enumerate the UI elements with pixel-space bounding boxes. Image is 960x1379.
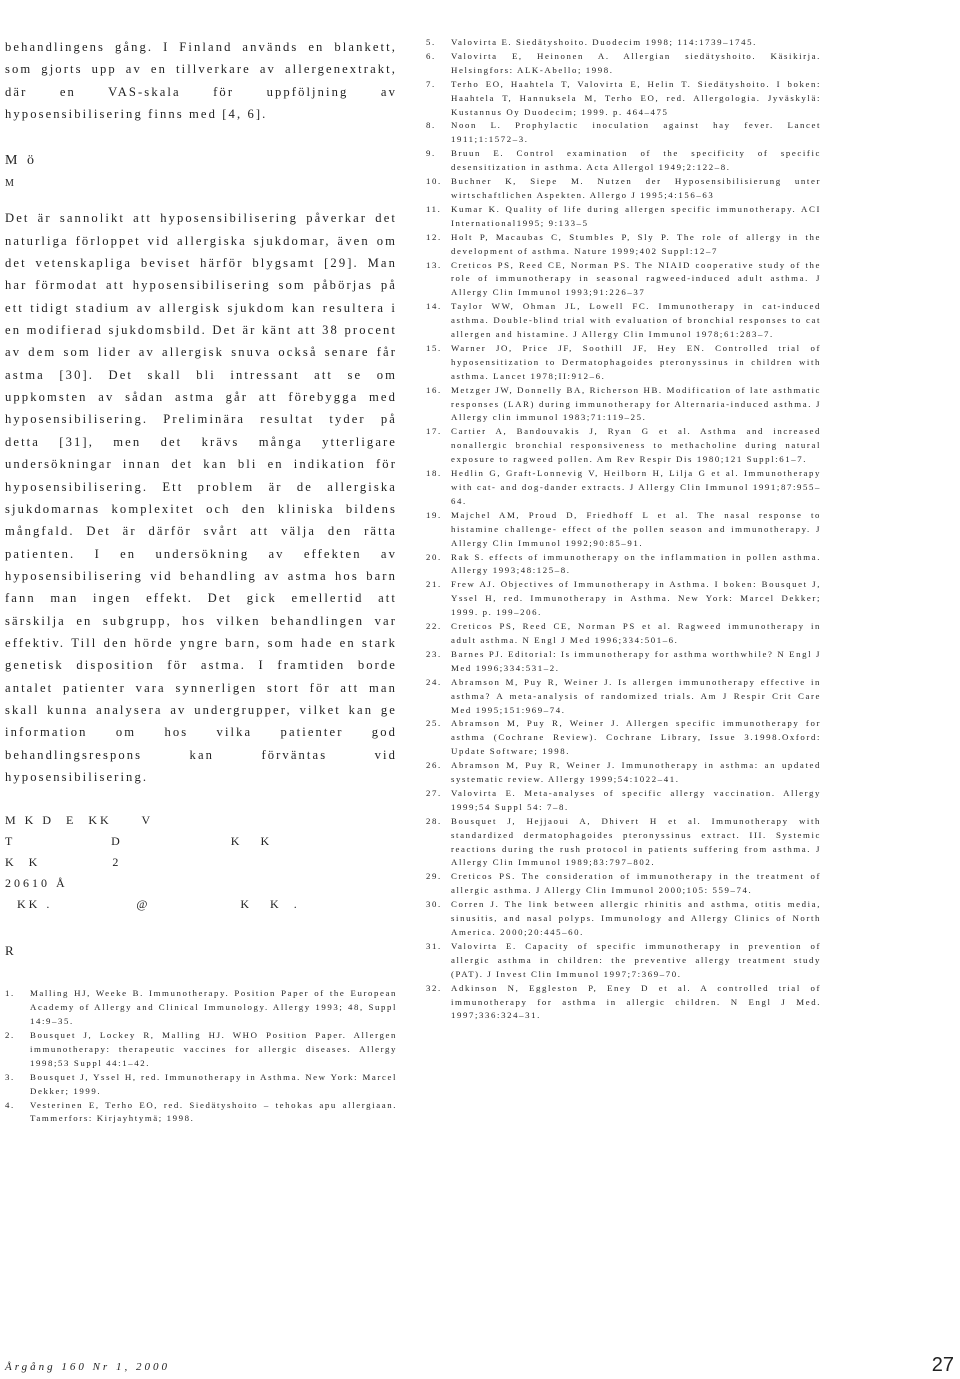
reference-item	[426, 551, 821, 579]
reference-number: 21.	[426, 579, 442, 590]
reference-number: 4.	[5, 1099, 15, 1110]
author-email-line: KK . @ K K .	[5, 897, 300, 912]
reference-text: Rak S. effects of immunotherapy on the inflammation in pollen asthma. Allergy 1993;48:125–8.	[451, 551, 821, 576]
reference-item	[426, 259, 821, 301]
reference-text: Majchel AM, Proud D, Friedhoff L et al. The nasal response to histamine challenge- effect of the pollen season and immunotherapy. J Allergy Clin Immunol 1992;90:85–91.	[451, 509, 821, 548]
reference-text: Abramson M, Puy R, Weiner J. Immunotherapy in asthma: an updated systematic review. Allergy 1999;54:1022–41.	[451, 760, 821, 785]
reference-text: Hedlin G, Graft-Lonnevig V, Heilborn H, Lilja G et al. Immunotherapy with cat- and dog-dander extracts. J Allergy Clin Immunol 1991;87:955–64.	[451, 468, 821, 506]
reference-text: Corren J. The link between allergic rhinitis and asthma, otitis media, sinusitis, and nasal polyps. Immunology and Allergy Clinics of North America. 2000;20:445–60.	[451, 899, 821, 937]
reference-text: Kumar K. Quality of life during allergen specific immunotherapy. ACI International1995; 9:133–5	[451, 203, 821, 228]
reference-item	[426, 203, 821, 231]
reference-number: 29.	[426, 871, 442, 882]
reference-number: 3.	[5, 1071, 15, 1082]
reference-text: Bousquet J, Lockey R, Malling HJ. WHO Position Paper. Allergen immunotherapy: therapeutic vaccines for allergic diseases. Allergy 1998;53 Suppl 44:1–42.	[30, 1030, 397, 1068]
reference-number: 22.	[426, 621, 442, 632]
reference-number: 27.	[426, 787, 442, 798]
reference-item	[5, 1029, 397, 1071]
reference-text: Taylor WW, Ohman JL, Lowell FC. Immunotherapy in cat-induced asthma. Double-blind trial with evaluation of bronchial responses to cat allergen and histamine. J Allergy Clin Immunol 1978;61:283–7.	[451, 301, 821, 340]
right-column	[426, 36, 821, 1023]
reference-text: Holt P, Macaubas C, Stumbles P, Sly P. The role of allergy in the development of asthma. Nature 1999;402 Suppl:12–7	[451, 231, 821, 256]
reference-item	[426, 384, 821, 426]
reference-number: 32.	[426, 982, 442, 993]
author-line: T D K K	[5, 834, 273, 849]
reference-item	[426, 898, 821, 940]
reference-text: Vesterinen E, Terho EO, red. Siedätyshoito – tehokas apu allergiaan. Tammerfors: Kirjayhtymä; 1998.	[30, 1099, 397, 1124]
reference-item	[426, 425, 821, 467]
reference-text: Valovirta E. Meta-analyses of specific allergy vaccination. Allergy 1999;54 Suppl 54: 7–8.	[451, 787, 821, 812]
author-line: M K D E KK V	[5, 813, 154, 828]
reference-number: 2.	[5, 1030, 15, 1041]
reference-text: Frew AJ. Objectives of Immunotherapy in Asthma. I boken: Bousquet J, Yssel H, red. Immunotherapy in Asthma. New York: Marcel Dekker; 1999. p. 199–206.	[451, 579, 821, 618]
reference-number: 18.	[426, 468, 442, 479]
reference-text: Creticos PS, Reed CE, Norman PS et al. Ragweed immunotherapy in adult asthma. N Engl J Med 1996;334:501–6.	[451, 621, 821, 645]
reference-item	[426, 676, 821, 718]
reference-item	[426, 940, 821, 982]
reference-text: Bruun E. Control examination of the specificity of specific desensitization in asthma. Acta Allergol 1949;2:122–8.	[451, 148, 821, 173]
reference-item	[426, 36, 821, 50]
reference-text: Bousquet J, Yssel H, red. Immunotherapy in Asthma. New York: Marcel Dekker; 1999.	[30, 1071, 397, 1096]
reference-text: Abramson M, Puy R, Weiner J. Is allergen immunotherapy effective in asthma? A meta-analysis of randomized trials. Am J Respir Crit Care Med 1995;151:969–74.	[451, 676, 821, 715]
reference-list-left	[5, 987, 397, 1126]
reference-item	[426, 147, 821, 175]
reference-item	[426, 50, 821, 78]
reference-item	[426, 300, 821, 342]
reference-item	[426, 119, 821, 147]
page-number: 27	[931, 1354, 954, 1376]
reference-item	[426, 870, 821, 898]
reference-number: 13.	[426, 259, 442, 270]
reference-number: 15.	[426, 342, 442, 353]
reference-text: Bousquet J, Hejjaoui A, Dhivert H et al. Immunotherapy with standardized dermatophagoides pteronyssinus extract. III. Systemic reactions during the rush protocol in patients suffering from asthma. J Allergy Clin Immunol 1989;83:797–802.	[451, 815, 821, 868]
reference-item	[426, 620, 821, 648]
reference-number: 23.	[426, 648, 442, 659]
reference-item	[5, 1071, 397, 1099]
reference-item	[426, 509, 821, 551]
reference-item	[426, 759, 821, 787]
reference-item	[426, 787, 821, 815]
section-subheading: M	[5, 178, 16, 190]
reference-number: 30.	[426, 899, 442, 910]
reference-number: 31.	[426, 940, 442, 951]
author-line: 20610 Å	[5, 876, 68, 891]
reference-number: 16.	[426, 384, 442, 395]
reference-number: 6.	[426, 50, 436, 61]
reference-number: 5.	[426, 37, 436, 47]
reference-item	[426, 578, 821, 620]
reference-text: Creticos PS. The consideration of immunotherapy in the treatment of allergic asthma. J Allergy Clin Immunol 2000;105: 559–74.	[451, 871, 821, 896]
body-paragraph: Det är sannolikt att hyposensibilisering påverkar det naturliga förloppet vid allergiska sjukdomar, även om det vetenskapliga beviset härför blygsamt [29]. Man har förmodat att hyposensibilisering som påbörjas på ett tidigt stadium av allergisk sjukdom kan resultera i en modifierad sjukdomsbild. Det är känt att 38 procent av dem som lider av allergisk snuva också senare får astma [30]. Det skall bli intressant att se om uppkomsten av sådan astma går att förebygga med hyposensibilisering. Preliminära resultat tyder på detta [31], men det krävs många ytterligare undersökningar innan det kan bli en indikation för hyposensibilisering. Ett problem är de allergiska sjukdomarnas komplexitet och den kliniska bildens mångfald. Det är därför svårt att välja den rätta patienten. I en undersökning av effekten av hyposensibilisering vid behandling av astma hos barn fann man ingen effekt. Det gick emellertid att särskilja en subgrupp, hos vilken behandlingen var effektiv. Till den hörde yngre barn, som hade en stark genetisk disposition för astma. I framtiden borde antalet patienter vara synnerligen stort för att man skall kunna analysera av undergrupper, vilket kan ge information om hos vilka patienter god behandlingsrespons kan förväntas vid hyposensibilisering.	[5, 211, 397, 784]
reference-text: Valovirta E. Siedätyshoito. Duodecim 1998; 114:1739–1745.	[451, 37, 757, 47]
reference-text: Malling HJ, Weeke B. Immunotherapy. Position Paper of the European Academy of Allergy and Clinical Immunology. Allergy 1993; 48, Suppl 14:9–35.	[30, 988, 397, 1027]
reference-number: 25.	[426, 718, 442, 729]
reference-text: Valovirta E, Heinonen A. Allergian siedätyshoito. Käsikirja. Helsingfors: ALK-Abello; 1998.	[451, 50, 821, 75]
reference-text: Terho EO, Haahtela T, Valovirta E, Helin T. Siedätyshoito. I boken: Haahtela T, Hannuksela M, Terho EO, red. Allergologia. Jyväskylä: Kustannus Oy Duodecim; 1999. p. 464–475	[451, 78, 821, 117]
section-heading: M ö	[5, 153, 37, 169]
reference-item	[5, 1099, 397, 1127]
reference-item	[426, 231, 821, 259]
reference-item	[426, 175, 821, 203]
reference-number: 9.	[426, 148, 436, 159]
reference-text: Barnes PJ. Editorial: Is immunotherapy for asthma worthwhile? N Engl J Med 1996;334:531–2.	[451, 648, 821, 673]
reference-text: Noon L. Prophylactic inoculation against hay fever. Lancet 1911;1:1572–3.	[451, 120, 821, 145]
intro-paragraph: behandlingens gång. I Finland används en blankett, som gjorts upp av en tillverkare av allergenextrakt, där en VAS-skala för uppföljning av hyposensibilisering finns med [4, 6].	[5, 40, 397, 122]
reference-text: Cartier A, Bandouvakis J, Ryan G et al. Asthma and increased nonallergic bronchial responsiveness to methacholine during natural exposure to ragweed pollen. Am Rev Respir Dis 1980;121 Suppl:61–7.	[451, 426, 821, 465]
reference-number: 1.	[5, 988, 15, 999]
left-column	[5, 36, 397, 1126]
reference-number: 14.	[426, 301, 442, 312]
reference-number: 7.	[426, 78, 436, 89]
reference-text: Metzger JW, Donnelly BA, Richerson HB. Modification of late asthmatic responses (LAR) during immunotherapy for Alternaria-induced asthma. J Allergy clin immunol 1983;71:119–25.	[451, 384, 821, 423]
author-block	[5, 810, 397, 915]
reference-item	[426, 648, 821, 676]
reference-number: 28.	[426, 815, 442, 826]
reference-number: 17.	[426, 426, 442, 437]
reference-text: Abramson M, Puy R, Weiner J. Allergen specific immunotherapy for asthma (Cochrane Review). Cochrane Library, Issue 3.1998.Oxford: Update Software; 1998.	[451, 718, 821, 757]
author-line: K K 2	[5, 855, 122, 870]
reference-text: Valovirta E. Capacity of specific immunotherapy in prevention of allergic asthma in children: the preventive allergy treatment study (PAT). J Invest Clin Immunol 1997;7:369–70.	[451, 940, 821, 979]
reference-text: Warner JO, Price JF, Soothill JF, Hey EN. Controlled trial of hyposensitization to Dermatophagoides pteronyssinus in children with asthma. Lancet 1978;II:912–6.	[451, 342, 821, 381]
reference-item	[426, 815, 821, 871]
reference-number: 24.	[426, 676, 442, 687]
reference-item	[426, 78, 821, 120]
reference-text: Adkinson N, Eggleston P, Eney D et al. A controlled trial of immunotherapy for asthma in allergic children. N Engl J Med. 1997;336:324–31.	[451, 982, 821, 1021]
reference-number: 19.	[426, 509, 442, 520]
reference-item	[426, 717, 821, 759]
reference-number: 11.	[426, 203, 442, 214]
reference-text: Creticos PS, Reed CE, Norman PS. The NIAID cooperative study of the role of immunotherapy in seasonal ragweed-induced adult asthma. J Allergy Clin Immunol 1993;91:226–37	[451, 259, 821, 298]
journal-footer: Årgång 160 Nr 1, 2000	[5, 1361, 170, 1373]
reference-item	[426, 342, 821, 384]
reference-item	[5, 987, 397, 1029]
reference-item	[426, 467, 821, 509]
reference-number: 12.	[426, 231, 442, 242]
reference-number: 20.	[426, 551, 442, 562]
reference-number: 8.	[426, 120, 436, 131]
reference-number: 26.	[426, 760, 442, 771]
reference-item	[426, 982, 821, 1024]
reference-list-right	[426, 36, 821, 1023]
references-heading: R	[5, 943, 16, 959]
reference-number: 10.	[426, 176, 442, 187]
reference-text: Buchner K, Siepe M. Nutzen der Hyposensibilisierung unter wirtschaftlichen Aspekten. Allergo J 1995;4:156–63	[451, 176, 821, 200]
